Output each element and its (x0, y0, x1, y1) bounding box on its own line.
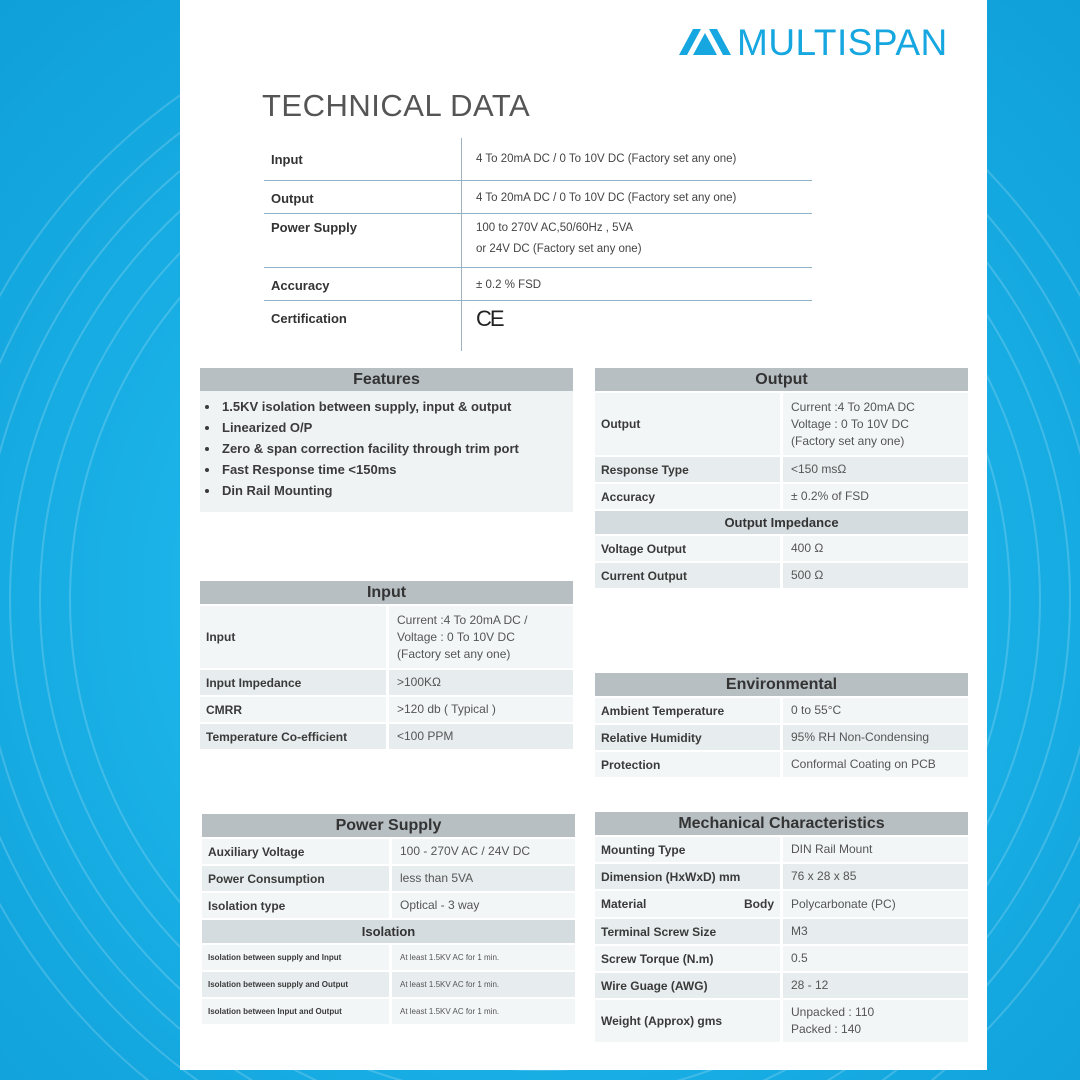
spec-label-text: Material (601, 897, 647, 911)
spec-row (595, 534, 968, 561)
technical-data-value (471, 181, 812, 213)
spec-value-line: Current :4 To 20mA DC / (397, 612, 528, 627)
spec-label-extra: Body (744, 897, 774, 911)
spec-value (783, 393, 968, 455)
spec-value-line: >120 db ( Typical ) (397, 702, 496, 716)
spec-value-line: >100KΩ (397, 675, 442, 689)
spec-label-text: Isolation between supply and Input (208, 953, 342, 962)
features-title: Features (200, 368, 573, 391)
spec-value (783, 864, 968, 889)
spec-row (595, 455, 968, 482)
spec-label-text: Power Consumption (208, 871, 325, 886)
feature-item: • Linearized O/P (220, 420, 573, 435)
spec-value-line: 76 x 28 x 85 (791, 869, 857, 883)
spec-value-line: Voltage : 0 To 10V DC (397, 629, 515, 644)
spec-label (200, 670, 389, 695)
spec-label-text: Output (601, 417, 641, 431)
spec-label-text: Input (206, 630, 236, 644)
spec-value-line: M3 (791, 924, 808, 938)
technical-data-value (471, 214, 812, 267)
spec-label (202, 945, 392, 970)
environmental-panel (595, 673, 968, 777)
spec-label (595, 919, 783, 944)
spec-label (200, 697, 389, 722)
input-panel (200, 581, 573, 749)
spec-label (595, 1000, 783, 1042)
features-list-wrap (200, 391, 573, 512)
features-panel (200, 368, 573, 512)
spec-row (200, 668, 573, 695)
spec-label (202, 999, 392, 1024)
spec-label-text: Current Output (601, 568, 687, 583)
spec-row (200, 604, 573, 668)
spec-row (595, 862, 968, 889)
spec-value-line: Voltage : 0 To 10V DC (791, 416, 909, 431)
spec-row (595, 998, 968, 1042)
spec-row (595, 723, 968, 750)
spec-value (392, 866, 575, 891)
spec-row (202, 970, 575, 997)
spec-value (389, 697, 573, 722)
technical-data-value (471, 142, 812, 180)
spec-value (392, 893, 575, 918)
spec-value-line: At least 1.5KV AC for 1 min. (400, 980, 500, 989)
spec-value-line: 95% RH Non-Condensing (791, 730, 930, 744)
spec-value-line: (Factory set any one) (397, 646, 511, 661)
technical-data-row (264, 301, 812, 355)
spec-label-text: Weight (Approx) gms (601, 1014, 723, 1028)
multispan-logo-icon (679, 27, 731, 57)
page-title: TECHNICAL DATA (262, 88, 531, 123)
spec-value (783, 457, 968, 482)
output-panel (595, 368, 968, 588)
spec-row (595, 696, 968, 723)
spec-label (202, 972, 392, 997)
spec-value (389, 606, 573, 668)
spec-label (595, 946, 783, 971)
spec-value (783, 752, 968, 777)
spec-row (595, 561, 968, 588)
technical-data-label: Power Supply (271, 220, 357, 235)
spec-row (595, 889, 968, 917)
spec-label-text: Isolation between Input and Output (208, 1007, 342, 1016)
brand-logo (679, 22, 948, 62)
spec-label-text: Response Type (601, 462, 689, 477)
spec-value-line: 400 Ω (791, 541, 824, 555)
spec-value-line: Current :4 To 20mA DC (791, 399, 915, 414)
feature-item: • Zero & span correction facility through trim port (220, 441, 573, 456)
spec-label-text: Protection (601, 757, 661, 772)
spec-value-line: 0 to 55°C (791, 703, 842, 717)
spec-value-line: Optical - 3 way (400, 898, 480, 912)
spec-value (389, 670, 573, 695)
spec-value (392, 972, 575, 997)
spec-value (783, 973, 968, 998)
mechanical-panel (595, 812, 968, 1042)
spec-value (389, 724, 573, 749)
ce-mark: CE (476, 306, 503, 331)
spec-label (595, 563, 783, 588)
spec-value (783, 919, 968, 944)
spec-value (783, 563, 968, 588)
input-title: Input (200, 581, 573, 604)
technical-data-label: Input (271, 152, 303, 167)
spec-value (783, 725, 968, 750)
technical-data-value-line: ± 0.2 % FSD (476, 279, 542, 291)
spec-value (783, 946, 968, 971)
feature-item: • 1.5KV isolation between supply, input & output (220, 399, 573, 414)
power-supply-rows (202, 837, 575, 918)
spec-value-line: less than 5VA (400, 871, 474, 885)
spec-label (202, 839, 392, 864)
spec-label (595, 698, 783, 723)
spec-value-line: Conformal Coating on PCB (791, 757, 936, 771)
spec-row (595, 944, 968, 971)
spec-value (392, 945, 575, 970)
spec-value-line: Unpacked : 110 (791, 1005, 875, 1019)
spec-value (783, 536, 968, 561)
spec-label-text: Voltage Output (601, 541, 687, 556)
features-list (204, 395, 573, 498)
spec-label-text: Dimension (HxWxD) mm (601, 869, 741, 884)
spec-label (595, 484, 783, 509)
spec-label-text: Relative Humidity (601, 730, 702, 745)
spec-value-line: Polycarbonate (PC) (791, 896, 896, 911)
spec-value-line: 500 Ω (791, 568, 824, 582)
spec-label-text: Wire Guage (AWG) (601, 978, 708, 993)
spec-label (595, 864, 783, 889)
mechanical-rows (595, 835, 968, 1042)
spec-value-line: ± 0.2% of FSD (791, 489, 869, 503)
power-supply-title: Power Supply (202, 814, 575, 837)
spec-value (392, 839, 575, 864)
spec-row (202, 891, 575, 918)
spec-value (783, 1000, 968, 1042)
spec-value-line: At least 1.5KV AC for 1 min. (400, 953, 500, 962)
datasheet-page (180, 0, 987, 1070)
spec-row (200, 722, 573, 749)
output-title: Output (595, 368, 968, 391)
spec-row (202, 997, 575, 1024)
feature-item: • Fast Response time <150ms (220, 462, 573, 477)
technical-data-label: Accuracy (271, 278, 330, 293)
spec-label (595, 973, 783, 998)
spec-label (200, 606, 389, 668)
spec-value-line: 28 - 12 (791, 978, 829, 992)
spec-value-line: DIN Rail Mount (791, 842, 873, 856)
spec-row (202, 837, 575, 864)
environmental-title: Environmental (595, 673, 968, 696)
spec-value-line: 0.5 (791, 951, 808, 965)
technical-data-value (471, 301, 812, 355)
spec-label-text: Temperature Co-efficient (206, 729, 348, 744)
spec-row (200, 695, 573, 722)
spec-label (202, 893, 392, 918)
technical-data-row (264, 181, 812, 214)
spec-value (392, 999, 575, 1024)
technical-data-label: Output (271, 191, 314, 206)
technical-data-value-line: 100 to 270V AC,50/60Hz , 5VA (476, 222, 634, 234)
spec-label-text: Ambient Temperature (601, 703, 725, 718)
spec-label (595, 891, 783, 917)
spec-value-line: 100 - 270V AC / 24V DC (400, 844, 531, 858)
technical-data-value-line: 4 To 20mA DC / 0 To 10V DC (Factory set any one) (476, 192, 737, 204)
spec-label-text: Screw Torque (N.m) (601, 951, 714, 966)
environmental-rows (595, 696, 968, 777)
brand-name: MULTISPAN (737, 21, 948, 63)
mechanical-title: Mechanical Characteristics (595, 812, 968, 835)
technical-data-value-line: 4 To 20mA DC / 0 To 10V DC (Factory set any one) (476, 153, 737, 165)
spec-row (595, 391, 968, 455)
spec-label-text: Isolation type (208, 898, 286, 913)
spec-label (202, 866, 392, 891)
spec-label (595, 457, 783, 482)
feature-item: • Din Rail Mounting (220, 483, 573, 498)
spec-row (595, 917, 968, 944)
spec-row (202, 864, 575, 891)
spec-label-text: Accuracy (601, 489, 656, 504)
spec-label (595, 393, 783, 455)
spec-row (595, 750, 968, 777)
technical-data-label: Certification (271, 311, 347, 326)
technical-data-value-line: or 24V DC (Factory set any one) (476, 243, 642, 255)
spec-label-text: Isolation between supply and Output (208, 980, 349, 989)
technical-data-table (264, 142, 812, 355)
spec-row (595, 971, 968, 998)
power-supply-panel (202, 814, 575, 1024)
spec-label (595, 752, 783, 777)
spec-label-text: Auxiliary Voltage (208, 844, 305, 859)
spec-label-text: Terminal Screw Size (601, 924, 717, 939)
spec-value (783, 698, 968, 723)
isolation-rows (202, 943, 575, 1024)
spec-value-line: <100 PPM (397, 729, 454, 743)
spec-label (200, 724, 389, 749)
technical-data-row (264, 268, 812, 301)
output-impedance-rows (595, 534, 968, 588)
output-impedance-title: Output Impedance (595, 509, 968, 534)
technical-data-value (471, 268, 812, 300)
spec-label (595, 837, 783, 862)
spec-value-line: <150 msΩ (791, 462, 847, 476)
isolation-title: Isolation (202, 918, 575, 943)
spec-label (595, 536, 783, 561)
spec-label-text: CMRR (206, 702, 242, 717)
spec-value-line: (Factory set any one) (791, 433, 905, 448)
technical-data-row (264, 214, 812, 268)
spec-row (202, 943, 575, 970)
input-rows (200, 604, 573, 749)
spec-value-line: At least 1.5KV AC for 1 min. (400, 1007, 500, 1016)
spec-value (783, 837, 968, 862)
spec-label (595, 725, 783, 750)
spec-label-text: Mounting Type (601, 842, 686, 857)
spec-value (783, 484, 968, 509)
spec-row (595, 835, 968, 862)
spec-row (595, 482, 968, 509)
spec-value (783, 891, 968, 917)
output-rows (595, 391, 968, 509)
technical-data-row (264, 142, 812, 181)
spec-value-line: Packed : 140 (791, 1022, 862, 1036)
spec-label-text: Input Impedance (206, 675, 302, 690)
